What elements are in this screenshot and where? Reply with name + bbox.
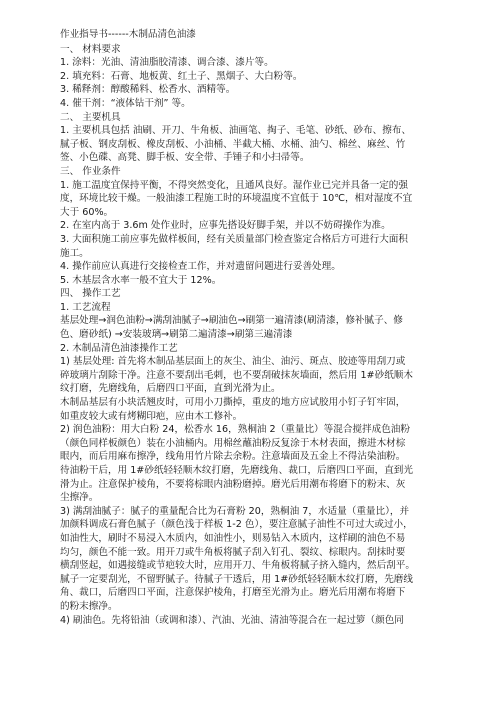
text-line: 3. 稀释剂：醇酸稀料、松香水、酒精等。: [60, 84, 236, 96]
text-line: 1. 施工温度宜保持平衡，不得突然变化，且通风良好。湿作业已完并具备一定的强: [60, 179, 408, 191]
text-line: 如油性大，刷时不易浸入木质内，如油性小，则易钻入木质内，这样刷的油色不易: [60, 532, 406, 544]
text-line: 1. 涂料：光油、清油脂胶清漆、调合漆、漆片等。: [60, 57, 274, 69]
text-line: 4. 催干剂：“液体钻干剂” 等。: [60, 97, 191, 109]
text-line: 纹打磨，先磨线角，后磨四口平面，直到光滑为止。: [60, 383, 281, 395]
text-line: 1. 主要机具包括 油刷、开刀、牛角板、油画笔、掏子、毛笔、砂纸、砂布、擦布、: [60, 125, 412, 137]
text-line: 1. 工艺流程: [60, 301, 111, 313]
text-line: 碎玻璃片刮除干净。注意不要刮出毛刺，也不要刮破抹灰墙面，然后用 1#砂纸顺木: [60, 369, 413, 381]
text-line: 2. 在室内高于 3.6m 处作业时，应事先搭设好脚手架，并以不妨碍操作为准。: [60, 220, 391, 232]
text-line: 2. 木制品清色油漆操作工艺: [60, 342, 178, 354]
text-line: 2. 填充料：石膏、地板黄、红土子、黑烟子、大白粉等。: [60, 70, 303, 82]
text-line: 加颜料调成石膏色腻子（颜色浅于样板 1-2 色），要注意腻子油性不可过大或过小，: [60, 519, 413, 531]
text-line: 木制品基层有小块活翘皮时，可用小刀撕掉，重皮的地方应试胶用小钉子钉牢固，: [60, 397, 406, 409]
text-line: 度，环境比较干燥。一般油漆工程施工时的环境温度不宜低于 10℃，相对湿度不宜: [60, 193, 413, 205]
text-line: （颜色同样板颜色）装在小油桶内。用棉丝蘸油粉反复涂于木材表面，擦进木材棕: [60, 437, 406, 449]
text-line: 均匀，颜色不能一致。用开刀或牛角板将腻子刮入钉孔、裂纹、棕眼内。刮抹时要: [60, 546, 406, 558]
text-line: 基层处理→润色油粉→满刮油腻子→刷油色→刷第一遍清漆(刷清漆，修补腻子、修: [60, 315, 403, 327]
text-line: 滑为止。注意保护棱角，不要将棕眼内油粉磨掉。磨光后用潮布将磨下的粉末、灰: [60, 478, 406, 490]
text-line: 施工。: [60, 247, 89, 259]
text-line: 3. 大面积施工前应事先做样板间，经有关质量部门检查鉴定合格后方可进行大面积: [60, 233, 408, 245]
text-line: 角、裁口，后磨四口平面，注意保护棱角，打磨至光滑为止。磨光后用潮布将磨下: [60, 587, 406, 599]
text-line: 三、 作业条件: [60, 165, 121, 177]
document-body: [60, 43, 454, 628]
text-line: 腻子板、钢皮刮板、橡皮刮板、小油桶、半截大桶、水桶、油勺、棉丝、麻丝、竹: [60, 138, 406, 150]
text-line: 色、磨砂纸) →安装玻璃→刷第二遍清漆→刷第三遍清漆: [60, 329, 293, 341]
text-line: 1) 基层处理: 首先将木制品基层面上的灰尘、油尘、油污、斑点、胶迹等用刮刀或: [60, 356, 406, 368]
text-line: 大于 60%。: [60, 206, 114, 218]
text-line: 如重皮较大或有烤糊印疤，应由木工修补。: [60, 410, 243, 422]
text-line: 四、 操作工艺: [60, 288, 121, 300]
text-line: 一、 材料要求: [60, 43, 121, 55]
text-line: 2) 润色油粉：用大白粉 24，松香水 16，熟桐油 2（重量比）等混合搅拌成色油粉: [60, 424, 410, 436]
document-title: 作业指导书------木制品清色油漆: [60, 29, 196, 40]
text-line: 4) 刷油色。先将铅油（或调和漆）、汽油、光油、清油等混合在一起过箩（颜色同: [60, 614, 404, 626]
text-line: 眼内，而后用麻布擦净，线角用竹片除去余粉。注意墙面及五金上不得沾染油粉。: [60, 451, 406, 463]
text-line: 二、 主要机具: [60, 111, 121, 123]
text-line: 4. 操作前应认真进行交接检查工作，并对遗留问题进行妥善处理。: [60, 261, 341, 273]
text-line: 待油粉干后，用 1#砂纸轻轻顺木纹打磨，先磨线角、裁口，后磨四口平面，直到光: [60, 465, 413, 476]
text-line: 横刮竖起，如遇接缝或节疤较大时，应用开刀、牛角板将腻子挤入缝内，然后刮平。: [60, 560, 415, 572]
text-line: 腻子一定要刮光，不留野腻子。待腻子干透后，用 1#砂纸轻轻顺木纹打磨，先磨线: [60, 573, 413, 585]
text-line: 3) 满刮油腻子：腻子的重量配合比为石膏粉 20，熟桐油 7，水适量（重量比），并: [60, 505, 410, 517]
text-line: 5. 木基层含水率一般不宜大于 12%。: [60, 274, 222, 286]
text-line: 尘擦净。: [60, 492, 99, 504]
text-line: 签、小色碟、高凳、脚手板、安全带、手锤子和小扫帚等。: [60, 152, 310, 164]
text-line: 的粉末擦净。: [60, 600, 118, 612]
